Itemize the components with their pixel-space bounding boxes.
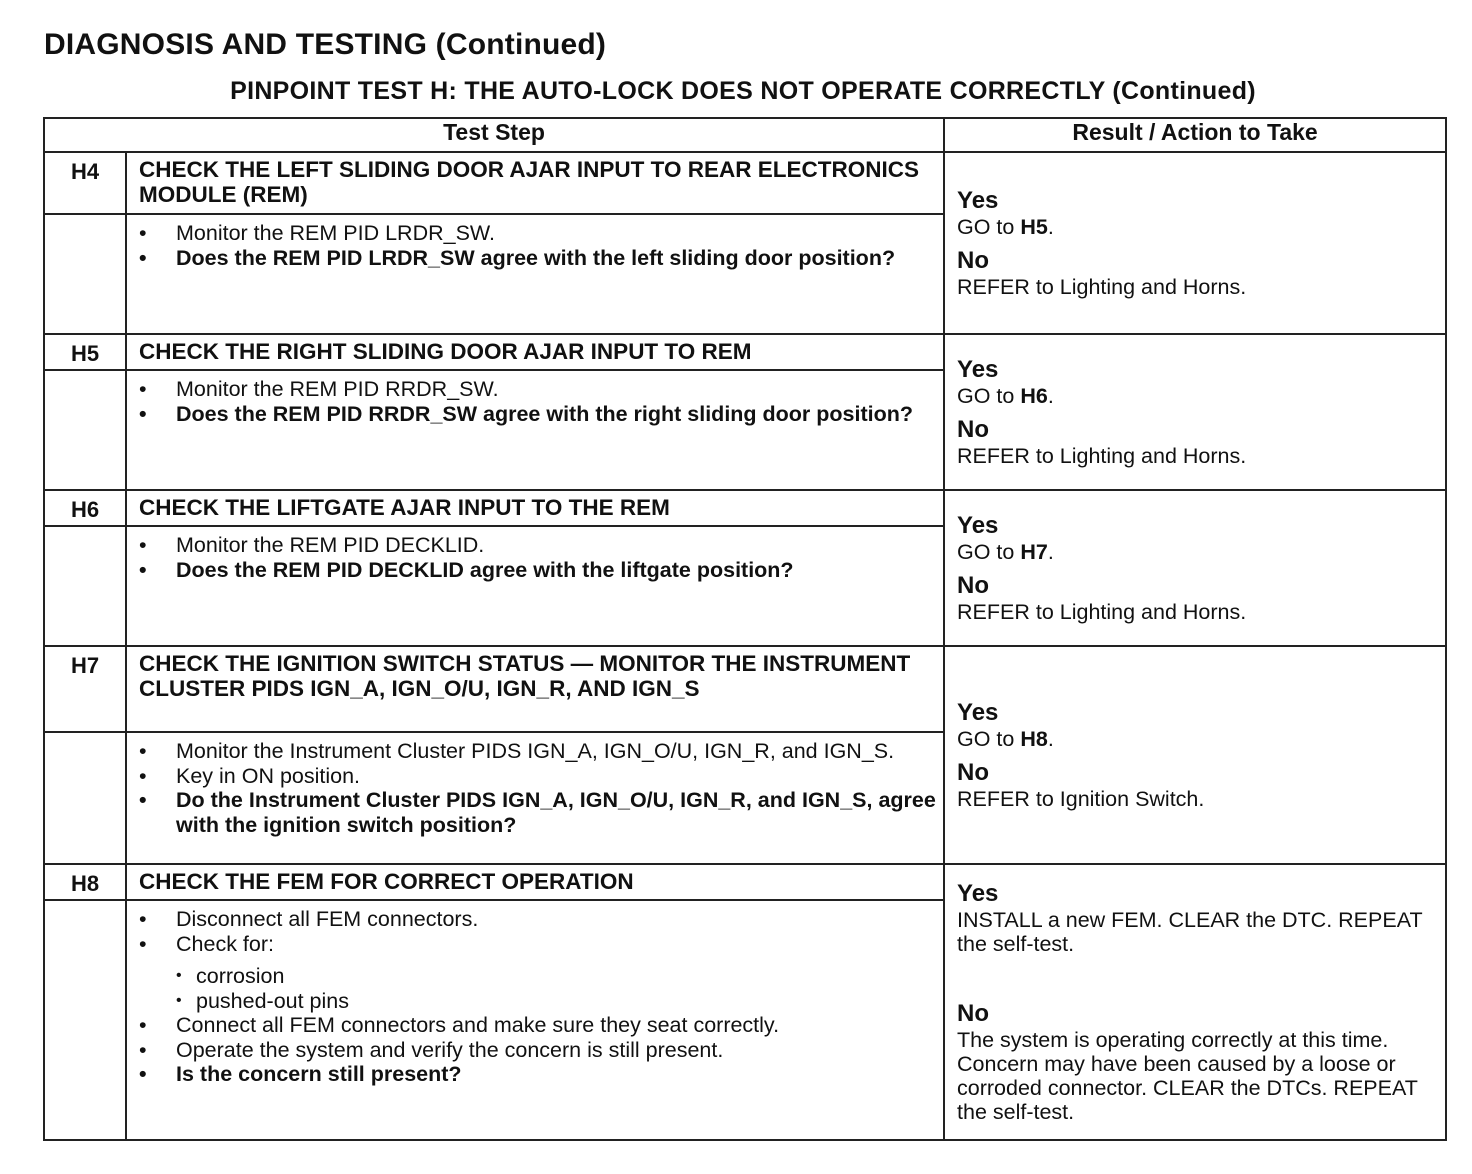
question-item: • Do the Instrument Cluster PIDS IGN_A, IGN_O/U, IGN_R, and IGN_S, agree with the ignition switch position? bbox=[139, 788, 943, 837]
yes-label: Yes bbox=[957, 699, 999, 726]
step-title: CHECK THE RIGHT SLIDING DOOR AJAR INPUT TO REM bbox=[126, 334, 944, 370]
question-item: • Does the REM PID LRDR_SW agree with the left sliding door position? bbox=[139, 246, 943, 271]
instruction-item: • Monitor the REM PID LRDR_SW. bbox=[139, 221, 943, 246]
step-instructions bbox=[126, 214, 944, 334]
instruction-item: • Check for: • corrosion • pushed-out pins bbox=[139, 932, 943, 1014]
step-title-row bbox=[44, 490, 1446, 526]
step-id: H5 bbox=[44, 334, 126, 370]
pinpoint-test-table bbox=[43, 117, 1447, 1141]
page-title: DIAGNOSIS AND TESTING (Continued) bbox=[44, 28, 607, 61]
step-instructions bbox=[126, 370, 944, 490]
yes-label: Yes bbox=[957, 187, 999, 214]
step-result bbox=[944, 490, 1446, 646]
question-item: • Is the concern still present? bbox=[139, 1062, 943, 1087]
step-result bbox=[944, 152, 1446, 334]
check-item: • pushed-out pins bbox=[176, 989, 943, 1014]
test-step-header: Test Step bbox=[44, 118, 944, 152]
step-id: H7 bbox=[44, 646, 126, 732]
instruction-item: • Monitor the REM PID RRDR_SW. bbox=[139, 377, 943, 402]
yes-action: INSTALL a new FEM. CLEAR the DTC. REPEAT the self-test. bbox=[957, 908, 1423, 956]
no-action: REFER to Lighting and Horns. bbox=[957, 275, 1247, 299]
no-action: REFER to Lighting and Horns. bbox=[957, 600, 1247, 624]
step-title-row bbox=[44, 334, 1446, 370]
yes-action: GO to H8. bbox=[957, 727, 1054, 751]
step-id: H4 bbox=[44, 152, 126, 214]
yes-label: Yes bbox=[957, 356, 999, 383]
yes-action: GO to H6. bbox=[957, 384, 1054, 408]
step-instructions bbox=[126, 732, 944, 864]
no-label: No bbox=[957, 247, 990, 274]
no-action: REFER to Ignition Switch. bbox=[957, 787, 1205, 811]
step-title-row bbox=[44, 864, 1446, 900]
step-title: CHECK THE LEFT SLIDING DOOR AJAR INPUT TO REAR ELECTRONICS MODULE (REM) bbox=[126, 152, 944, 214]
no-action: The system is operating correctly at this time. Concern may have been caused by a loose or corroded connector. CLEAR the DTCs. REPEAT the self-test. bbox=[957, 1028, 1418, 1124]
step-title-row bbox=[44, 152, 1446, 214]
instruction-item: • Disconnect all FEM connectors. bbox=[139, 907, 943, 932]
step-id: H6 bbox=[44, 490, 126, 526]
instruction-item: • Operate the system and verify the concern is still present. bbox=[139, 1038, 943, 1063]
step-title-row bbox=[44, 646, 1446, 732]
yes-label: Yes bbox=[957, 512, 999, 539]
yes-label: Yes bbox=[957, 880, 999, 907]
step-result bbox=[944, 334, 1446, 490]
instruction-item: • Monitor the REM PID DECKLID. bbox=[139, 533, 943, 558]
no-label: No bbox=[957, 759, 990, 786]
table-header-row bbox=[44, 118, 1446, 152]
step-result bbox=[944, 864, 1446, 1140]
step-instructions bbox=[126, 526, 944, 646]
question-item: • Does the REM PID RRDR_SW agree with the right sliding door position? bbox=[139, 402, 943, 427]
step-result bbox=[944, 646, 1446, 864]
instruction-item: • Key in ON position. bbox=[139, 764, 943, 789]
step-id: H8 bbox=[44, 864, 126, 900]
check-item: • corrosion bbox=[176, 964, 943, 989]
instruction-item: • Connect all FEM connectors and make sure they seat correctly. bbox=[139, 1013, 943, 1038]
step-title: CHECK THE LIFTGATE AJAR INPUT TO THE REM bbox=[126, 490, 944, 526]
yes-action: GO to H5. bbox=[957, 215, 1054, 239]
pinpoint-test-title: PINPOINT TEST H: THE AUTO-LOCK DOES NOT OPERATE CORRECTLY (Continued) bbox=[230, 77, 1256, 105]
step-title: CHECK THE IGNITION SWITCH STATUS — MONITOR THE INSTRUMENT CLUSTER PIDS IGN_A, IGN_O/U, IGN_R, AND IGN_S bbox=[126, 646, 944, 732]
no-label: No bbox=[957, 1000, 990, 1027]
instruction-item: • Monitor the Instrument Cluster PIDS IGN_A, IGN_O/U, IGN_R, and IGN_S. bbox=[139, 739, 943, 764]
question-item: • Does the REM PID DECKLID agree with the liftgate position? bbox=[139, 558, 943, 583]
no-label: No bbox=[957, 416, 990, 443]
no-action: REFER to Lighting and Horns. bbox=[957, 444, 1247, 468]
step-instructions bbox=[126, 900, 944, 1140]
result-action-header: Result / Action to Take bbox=[944, 118, 1446, 152]
yes-action: GO to H7. bbox=[957, 540, 1054, 564]
no-label: No bbox=[957, 572, 990, 599]
step-title: CHECK THE FEM FOR CORRECT OPERATION bbox=[126, 864, 944, 900]
